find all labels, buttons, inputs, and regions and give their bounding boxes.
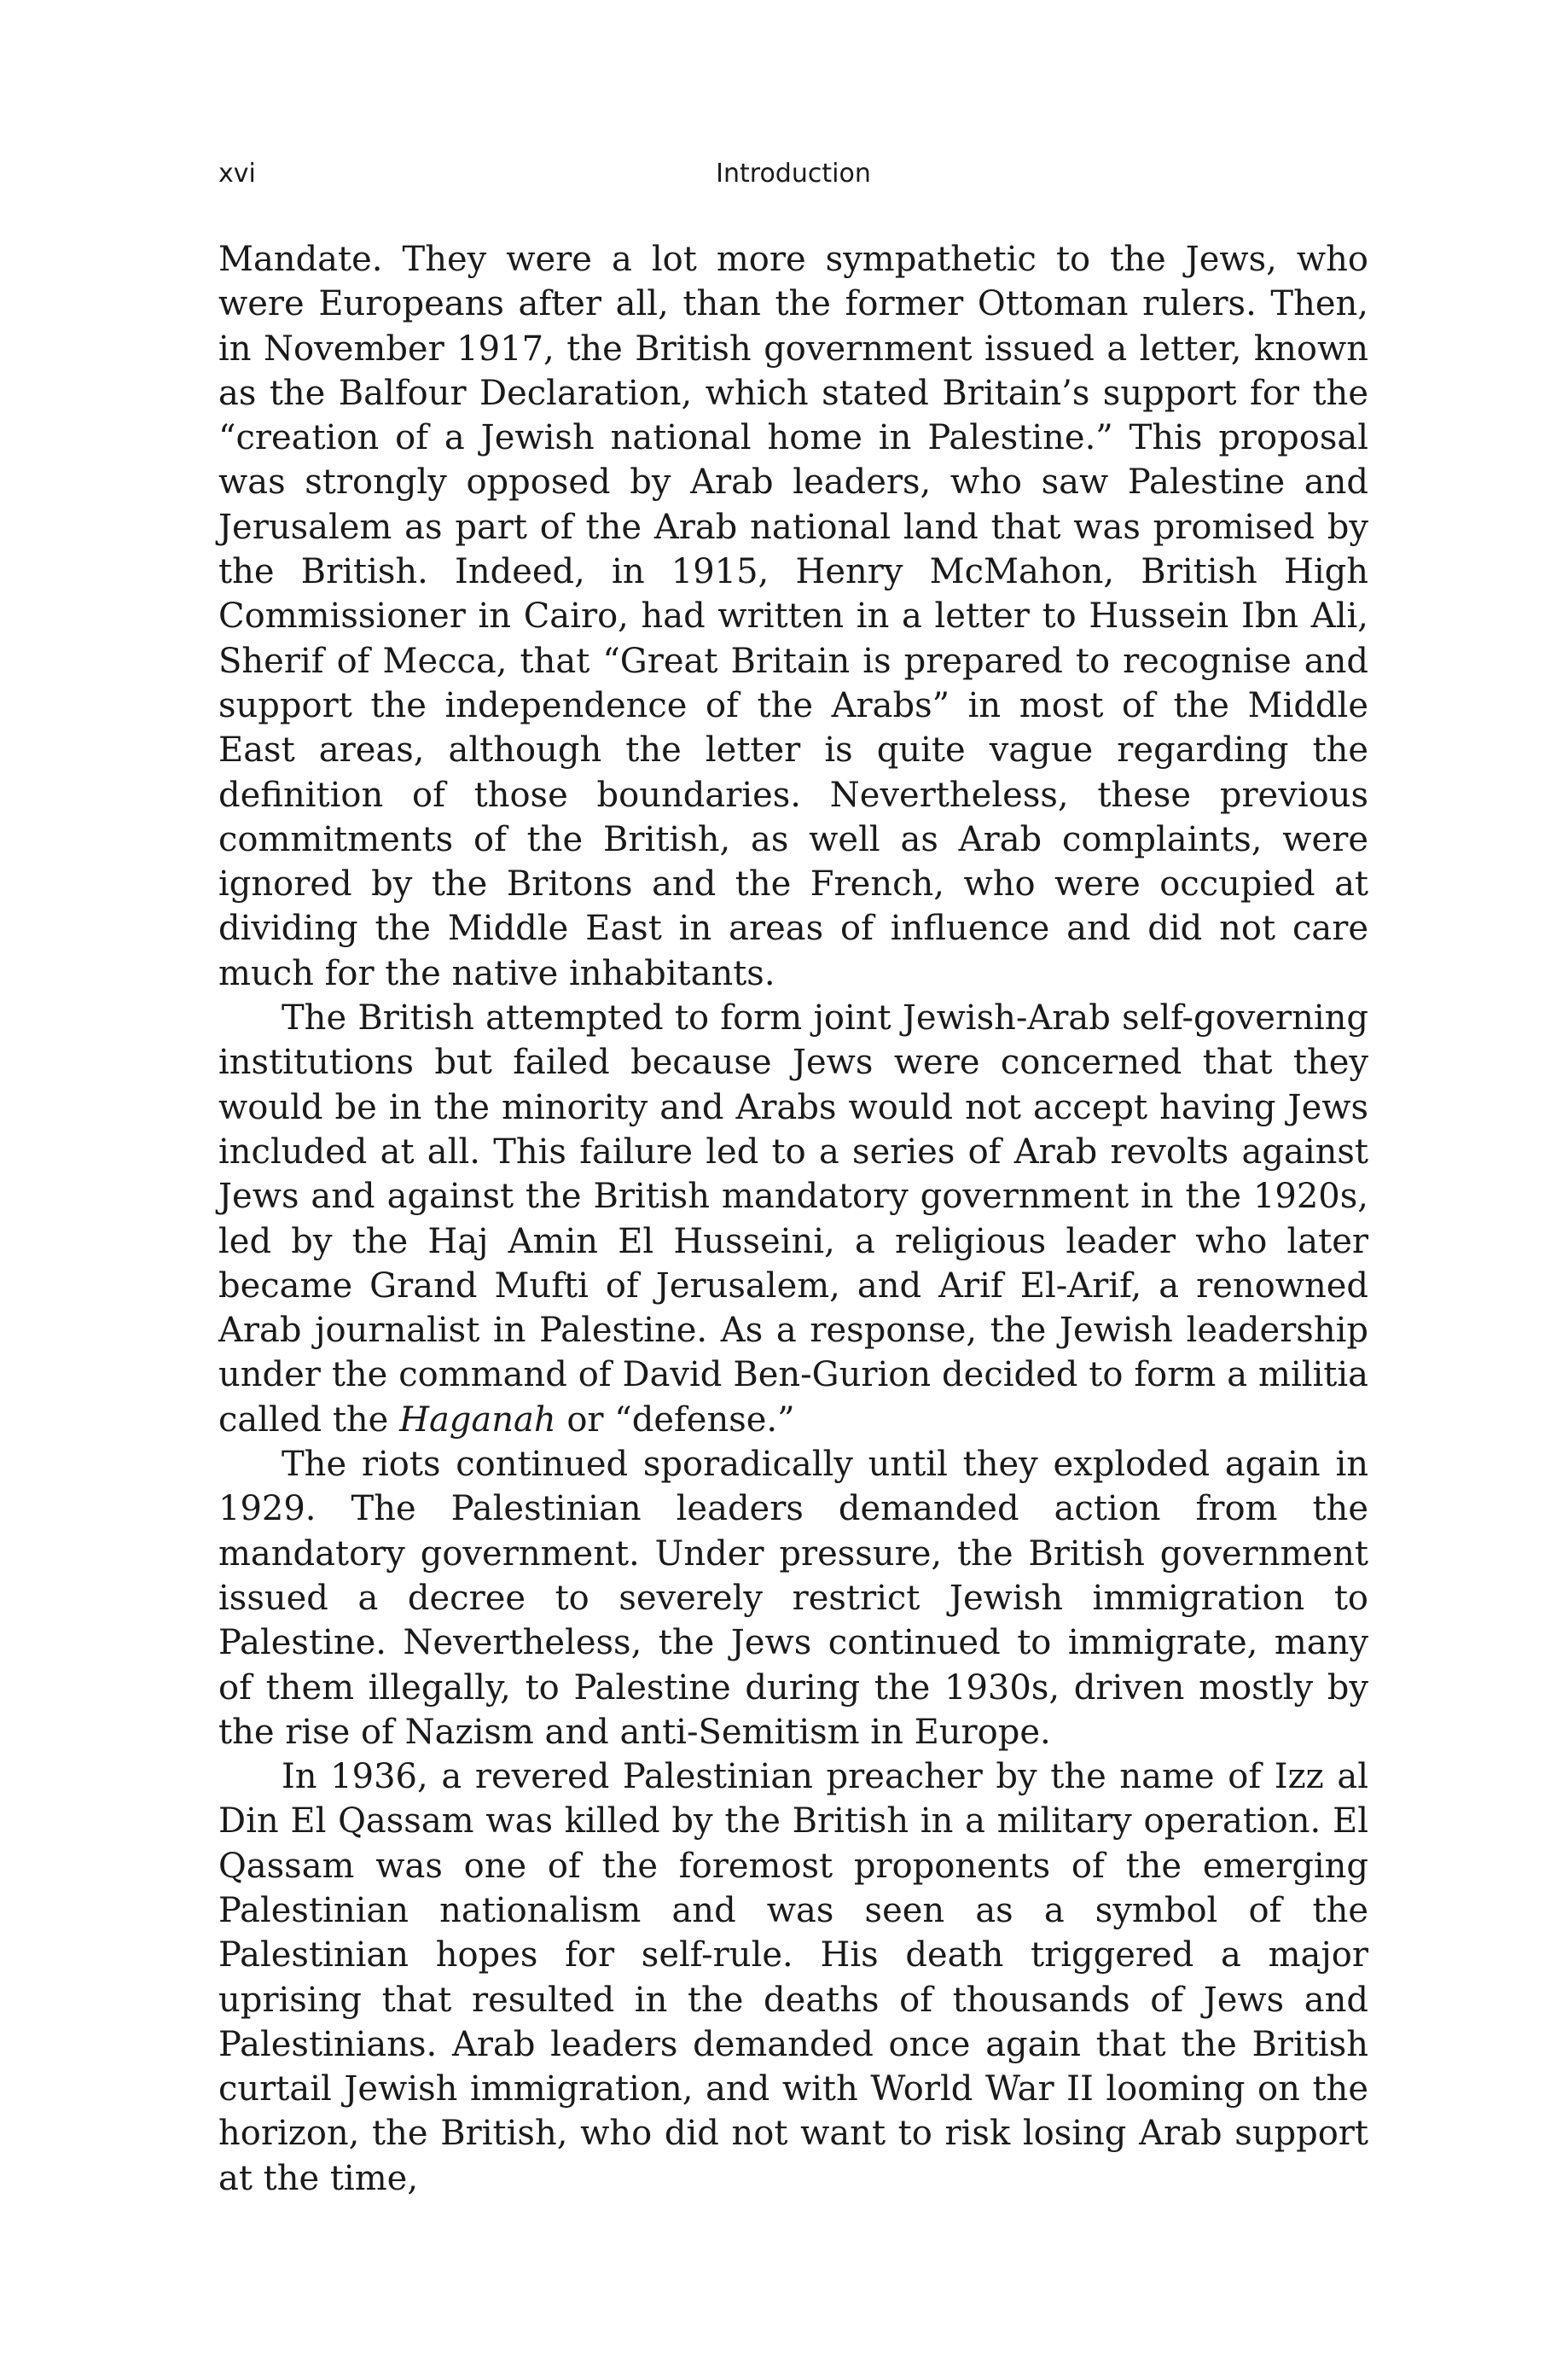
paragraph-riots: The riots continued sporadically until they exploded again in 1929. The Palestinian leaders demanded action from the mandatory government. Under pressure, the British government issued a decree to severely restrict Jewish immigration to Palestine. Nevertheless, the Jews continued to immigrate, many of them illegally, to Palestine during the 1930s, driven mostly by the rise of Nazism and anti-Semitism in Europe. (218, 1445, 1368, 1752)
paragraph-text: The British attempted to form joint Jewish-Arab self-governing institutions but failed because Jews were concerned that they would be in the minority and Arabs would not accept having Jews included at all. This failure led to a series of Arab revolts against Jews and against the British mandatory government in the 1920s, led by the Haj Amin El Husseini, a religious leader who later became Grand Mufti of Jerusalem, and Arif El-Arif, a renowned Arab journalist in Palestine. As a response, the Jewish leadership under the command of David Ben-Gurion decided to form a militia called the (218, 998, 1368, 1440)
paragraph-qassam: In 1936, a revered Palestinian preacher by the name of Izz al Din El Qassam was killed by the British in a military operation. El Qassam was one of the foremost proponents of the emerging Palestinian nationalism and was seen as a symbol of the Palestinian hopes for self-rule. His death triggered a major uprising that resulted in the deaths of thousands of Jews and Palestinians. Arab leaders demanded once again that the British curtail Jewish immigration, and with World War II looming on the horizon, the British, who did not want to risk losing Arab support at the time, (218, 1757, 1368, 2198)
paragraph-haganah (218, 996, 1368, 1442)
paragraph-text: or “defense.” (555, 1399, 795, 1440)
paragraph-continued: Mandate. They were a lot more sympathetic to the Jews, who were Europeans after all, than the former Ottoman rulers. Then, in November 1917, the British government issued a letter, known as the Balfour Declaration, which stated Britain’s support for the “creation of a Jewish national home in Palestine.” This proposal was strongly opposed by Arab leaders, who saw Palestine and Jerusalem as part of the Arab national land that was promised by the British. Indeed, in 1915, Henry McMahon, British High Commissioner in Cairo, had written in a letter to Hussein Ibn Ali, Sherif of Mecca, that “Great Britain is prepared to recognise and support the independence of the Arabs” in most of the Middle East areas, although the letter is quite vague regarding the definition of those boundaries. Nevertheless, these previous commitments of the British, as well as Arab complaints, were ignored by the Britons and the French, who were occupied at dividing the Middle East in areas of influence and did not care much for the native inhabitants. (218, 240, 1368, 993)
running-head (218, 159, 1368, 196)
running-title: Introduction (716, 159, 871, 189)
body-text (218, 237, 1368, 2201)
page-number: xvi (218, 159, 256, 189)
italic-term: Haganah (399, 1399, 556, 1440)
